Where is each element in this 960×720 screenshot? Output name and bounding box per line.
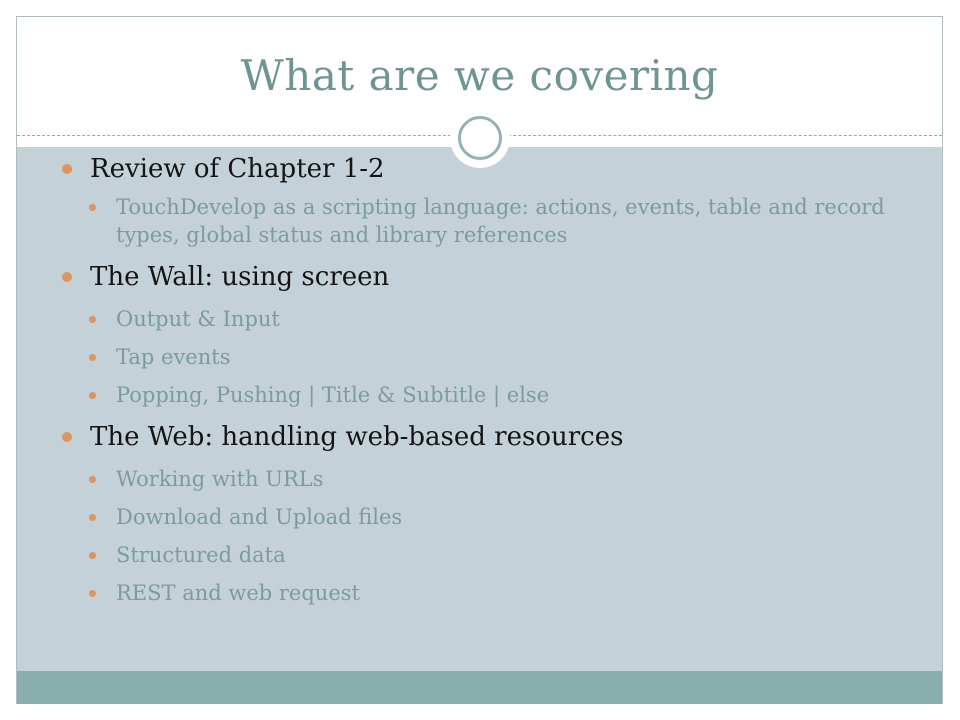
sub-bullet-item: [87, 579, 930, 607]
bullet-heading-text: The Wall: using screen: [90, 262, 390, 292]
bullet-dot-icon: [89, 392, 96, 399]
footer-bar: [17, 671, 942, 704]
sub-bullet-item: [87, 465, 930, 493]
bullet-dot-icon: [89, 204, 96, 211]
sub-bullet-text: Structured data: [116, 543, 286, 567]
sub-bullet-item: [87, 541, 930, 569]
bullet-dot-icon: [89, 476, 96, 483]
bullet-dot-icon: [89, 590, 96, 597]
bullet-dot-icon: [62, 164, 72, 174]
bullet-heading-web: [58, 419, 930, 455]
sub-bullet-item: [87, 381, 930, 409]
sub-bullet-text: Output & Input: [116, 307, 280, 331]
bullet-dot-icon: [89, 354, 96, 361]
sub-bullet-item: [87, 305, 930, 333]
bullet-heading-review: [58, 151, 930, 187]
sub-bullet-item: [87, 343, 930, 371]
sub-bullet-item: [87, 503, 930, 531]
sub-bullet-item: [87, 193, 930, 249]
sub-bullet-text: REST and web request: [116, 581, 360, 605]
sub-bullet-text: Tap events: [116, 345, 231, 369]
bullet-heading-wall: [58, 259, 930, 295]
bullet-dot-icon: [89, 514, 96, 521]
bullet-dot-icon: [89, 552, 96, 559]
sub-bullet-text: Popping, Pushing | Title & Subtitle | else: [116, 383, 550, 407]
bullet-heading-text: Review of Chapter 1-2: [90, 154, 385, 184]
sub-bullet-text: Download and Upload files: [116, 505, 403, 529]
bullet-list: [58, 151, 930, 607]
bullet-heading-text: The Web: handling web-based resources: [90, 422, 624, 452]
sub-bullet-text: Working with URLs: [116, 467, 324, 491]
sub-bullet-text: TouchDevelop as a scripting language: actions, events, table and record types, global status and library references: [116, 195, 885, 247]
slide-title: What are we covering: [240, 51, 719, 100]
bullet-dot-icon: [89, 316, 96, 323]
bullet-dot-icon: [62, 272, 72, 282]
bullet-dot-icon: [62, 432, 72, 442]
